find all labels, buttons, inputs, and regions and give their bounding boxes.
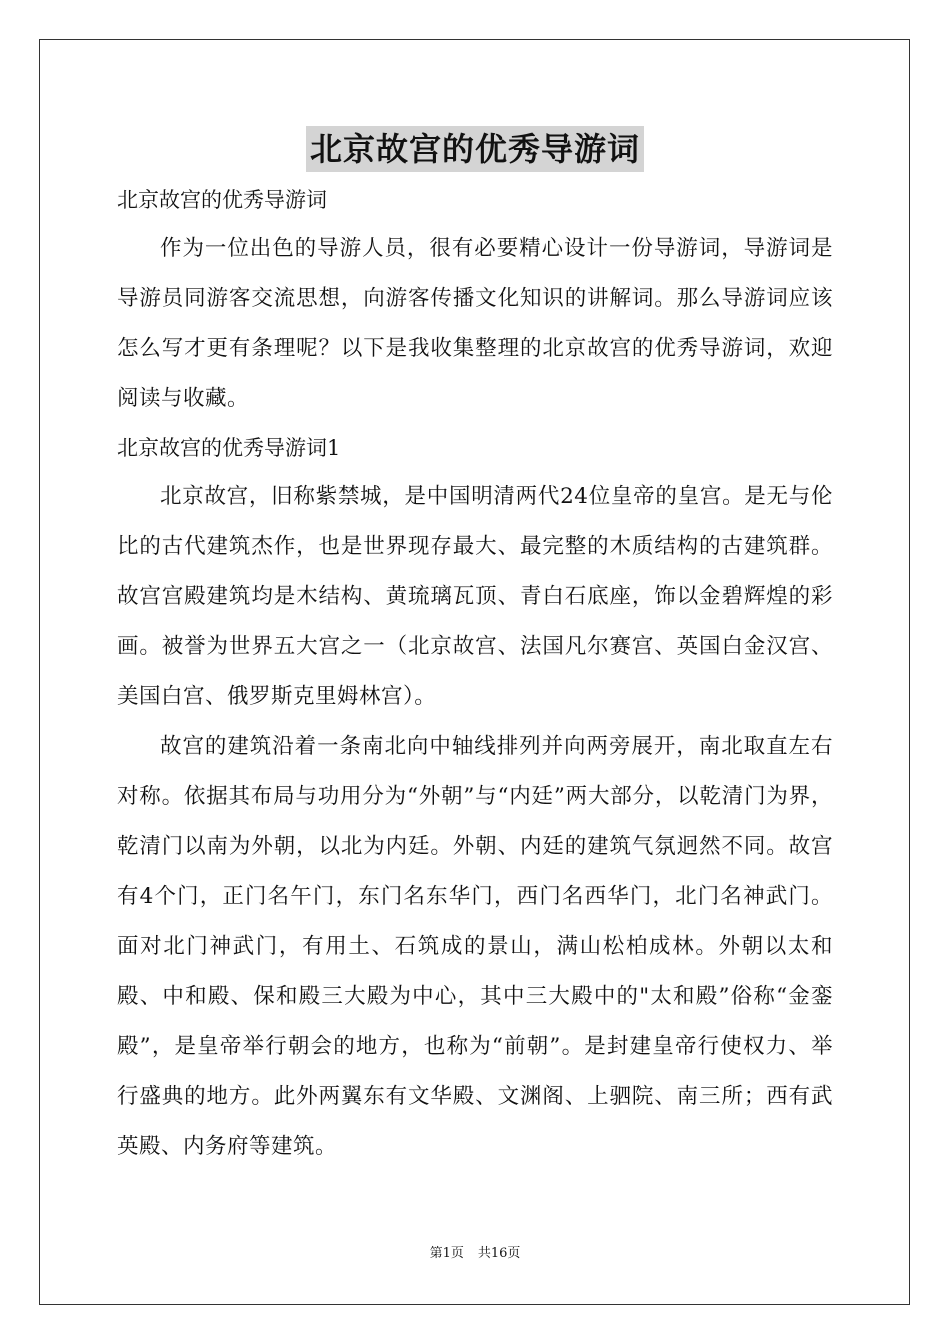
page-footer: [0, 1244, 950, 1264]
title-container: [0, 126, 950, 172]
document-subtitle: 北京故宫的优秀导游词: [117, 188, 327, 212]
body-paragraph-2: 故宫的建筑沿着一条南北向中轴线排列并向两旁展开，南北取直左右对称。依据其布局与功用分为“外朝”与“内廷”两大部分，以乾清门为界，乾清门以南为外朝，以北为内廷。外朝、内廷的建筑气氛迥然不同。故宫有4个门，正门名午门，东门名东华门，西门名西华门，北门名神武门。面对北门神武门，有用土、石筑成的景山，满山松柏成林。外朝以太和殿、中和殿、保和殿三大殿为中心，其中三大殿中的"太和殿”俗称“金銮殿”，是皇帝举行朝会的地方，也称为“前朝”。是封建皇帝行使权力、举行盛典的地方。此外两翼东有文华殿、文渊阁、上驷院、南三所；西有武英殿、内务府等建筑。: [117, 734, 833, 1159]
document-title: 北京故宫的优秀导游词: [306, 126, 644, 172]
page-number: 第1页: [429, 1246, 464, 1261]
page-total: 共16页: [477, 1246, 521, 1261]
body-paragraph-1: 北京故宫，旧称紫禁城，是中国明清两代24位皇帝的皇宫。是无与伦比的古代建筑杰作，也是世界现存最大、最完整的木质结构的古建筑群。故宫宫殿建筑均是木结构、黄琉璃瓦顶、青白石底座，饰以金碧辉煌的彩画。被誉为世界五大宫之一（北京故宫、法国凡尔赛宫、英国白金汉宫、美国白宫、俄罗斯克里姆林宫）。: [117, 484, 833, 709]
document-body: [117, 176, 833, 1172]
section-heading: 北京故宫的优秀导游词1: [117, 436, 341, 460]
intro-paragraph: 作为一位出色的导游人员，很有必要精心设计一份导游词，导游词是导游员同游客交流思想，向游客传播文化知识的讲解词。那么导游词应该怎么写才更有条理呢？以下是我收集整理的北京故宫的优秀导游词，欢迎阅读与收藏。: [117, 236, 833, 411]
